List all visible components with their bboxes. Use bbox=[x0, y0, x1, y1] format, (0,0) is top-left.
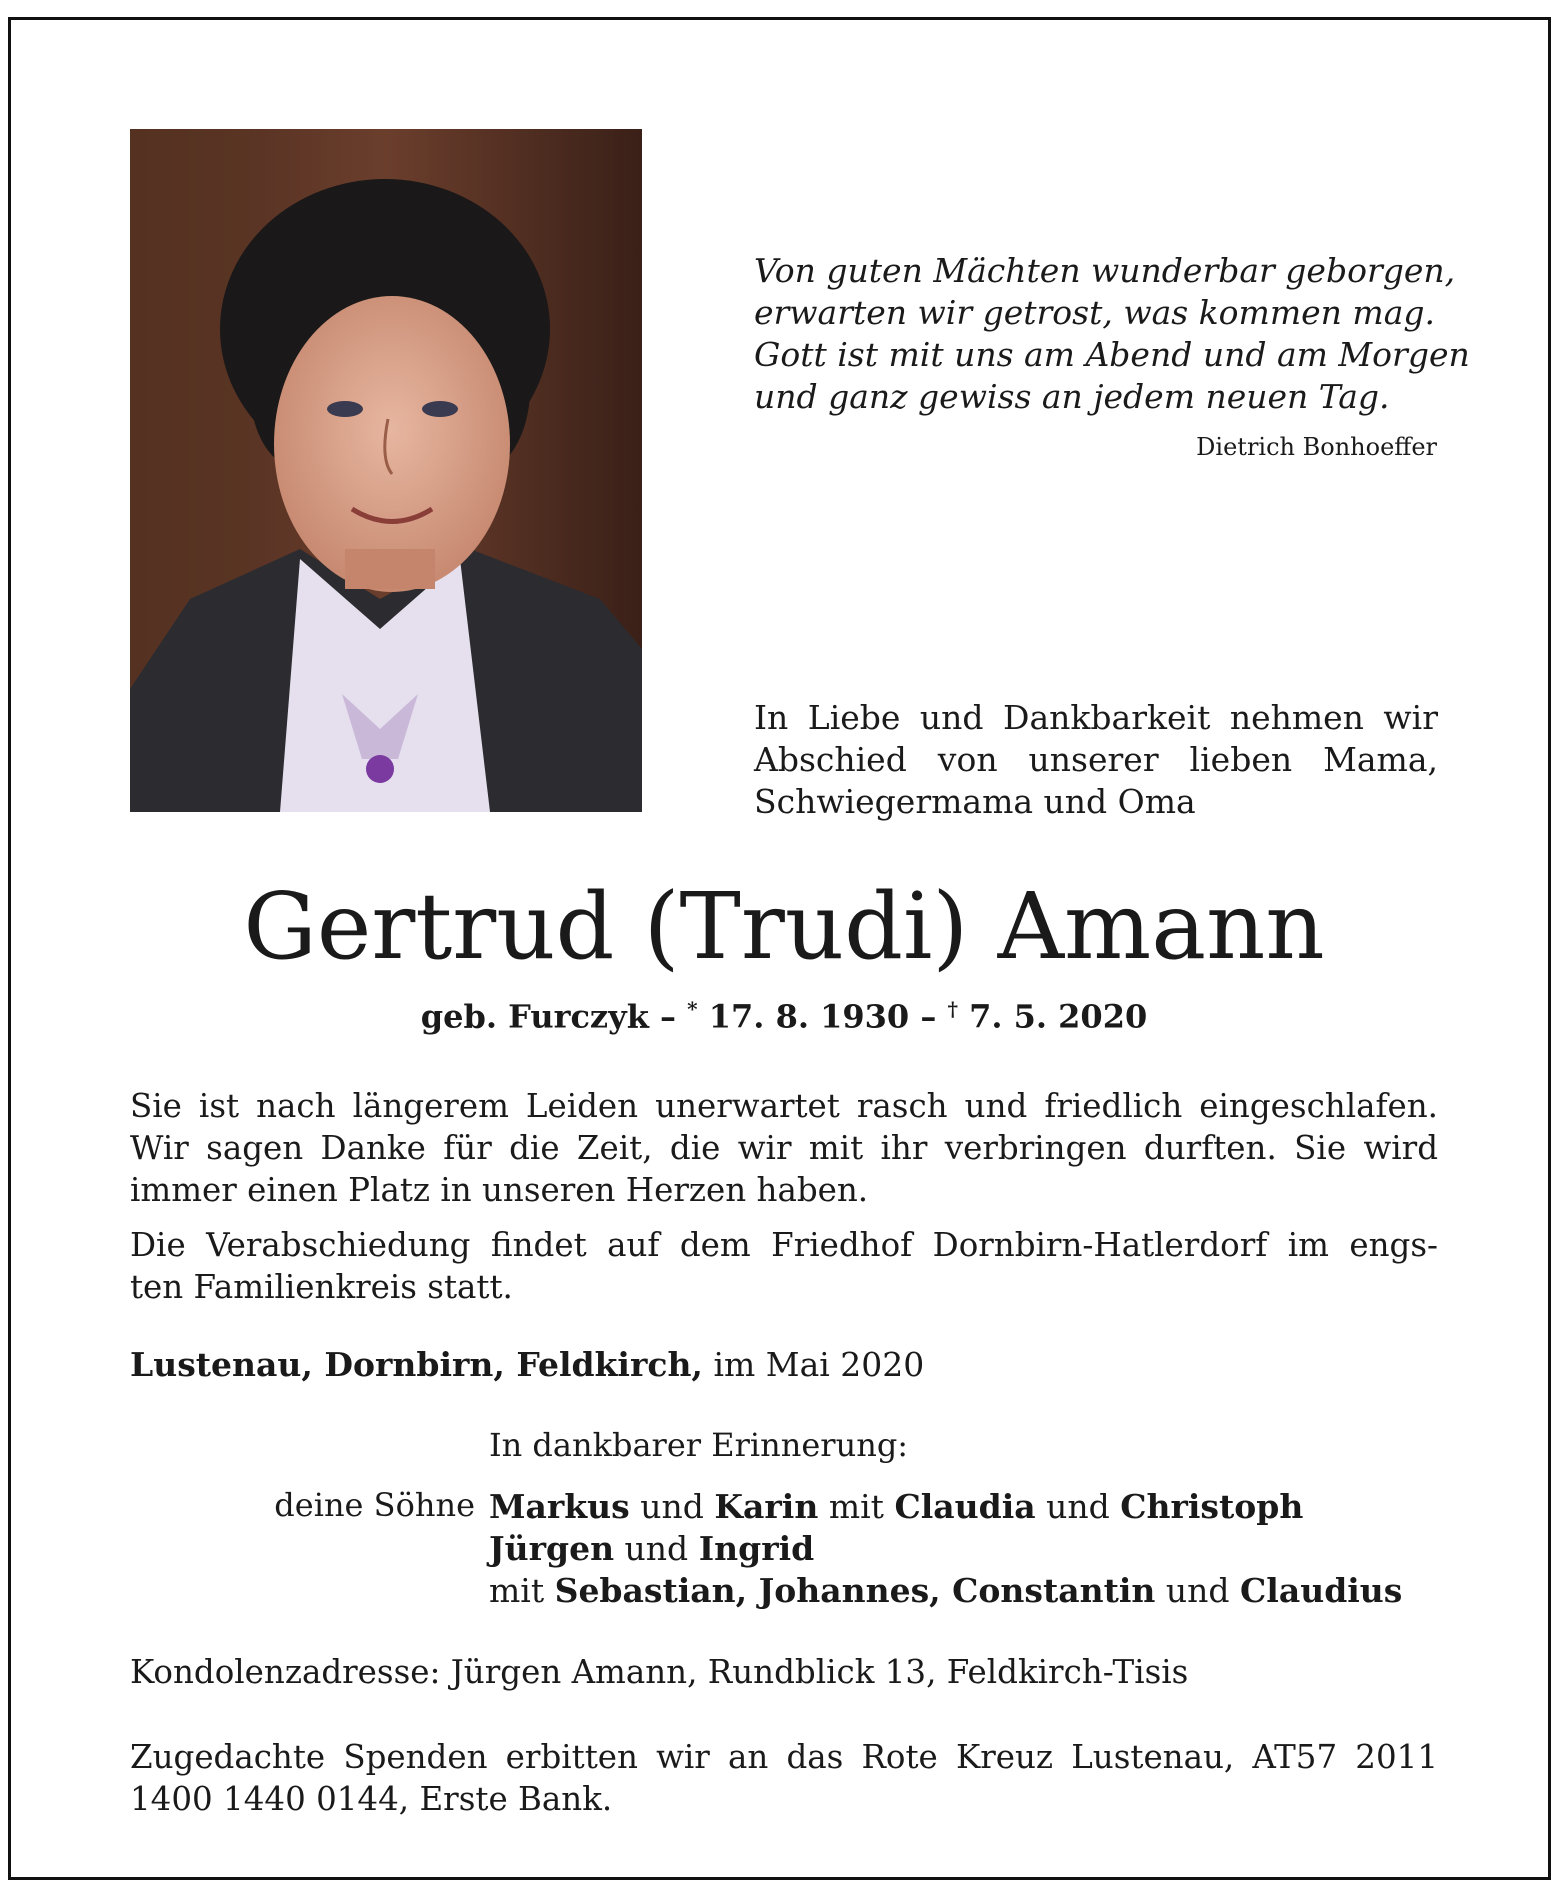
paragraph-line: ten Familienkreis statt. bbox=[130, 1268, 513, 1306]
place-towns: Lustenau, Dornbirn, Feldkirch, bbox=[130, 1345, 703, 1384]
birth-death-line bbox=[130, 997, 1438, 1036]
paragraph-ceremony bbox=[130, 1224, 1438, 1308]
paragraph-passing bbox=[130, 1085, 1438, 1211]
family-list bbox=[489, 1486, 1402, 1612]
paragraph-line: Sie ist nach längerem Leiden unerwartet rasch und friedlich eingeschlafen. bbox=[130, 1087, 1438, 1125]
quote-line: erwarten wir getrost, was kommen mag. bbox=[754, 293, 1435, 332]
family-connector: und bbox=[1155, 1571, 1241, 1610]
quote-line: und ganz gewiss an jedem neuen Tag. bbox=[754, 377, 1390, 416]
birth-symbol: * bbox=[687, 997, 698, 1021]
farewell-line: In Liebe und Dankbarkeit nehmen wir bbox=[754, 698, 1438, 737]
death-date: 7. 5. 2020 bbox=[969, 997, 1148, 1036]
family-member: Claudius bbox=[1240, 1571, 1403, 1610]
family-connector: und bbox=[1035, 1487, 1121, 1526]
farewell-line: Abschied von unserer lieben Mama, bbox=[754, 740, 1438, 779]
family-member: Markus bbox=[489, 1487, 630, 1526]
donation-info bbox=[130, 1736, 1438, 1820]
born-name: geb. Furczyk bbox=[420, 997, 649, 1036]
family-member: Karin bbox=[714, 1487, 819, 1526]
death-symbol: † bbox=[947, 997, 958, 1021]
family-connector: mit bbox=[489, 1571, 555, 1610]
family-label: deine Söhne bbox=[274, 1486, 475, 1524]
dash: – bbox=[660, 997, 676, 1036]
paragraph-line: immer einen Platz in unseren Herzen haben. bbox=[130, 1171, 869, 1209]
paragraph-line: Die Verabschiedung findet auf dem Friedhof Dornbirn-Hatlerdorf im engs- bbox=[130, 1226, 1438, 1264]
family-member: Christoph bbox=[1120, 1487, 1304, 1526]
condolence-address: Kondolenzadresse: Jürgen Amann, Rundblick 13, Feldkirch-Tisis bbox=[130, 1653, 1189, 1691]
family-member: Ingrid bbox=[698, 1529, 815, 1568]
portrait-photo bbox=[130, 129, 642, 812]
memory-intro: In dankbarer Erinnerung: bbox=[489, 1426, 909, 1464]
bonhoeffer-quote bbox=[754, 250, 1470, 418]
family-line bbox=[489, 1570, 1402, 1612]
donation-line: 1400 1440 0144, Erste Bank. bbox=[130, 1780, 613, 1818]
quote-author: Dietrich Bonhoeffer bbox=[1196, 433, 1437, 461]
family-connector: mit bbox=[818, 1487, 895, 1526]
deceased-name: Gertrud (Trudi) Amann bbox=[243, 873, 1325, 980]
birth-date: 17. 8. 1930 bbox=[708, 997, 910, 1036]
place-date-line bbox=[130, 1345, 924, 1384]
family-member: Jürgen bbox=[489, 1529, 615, 1568]
family-member: Sebastian, Johannes, Constantin bbox=[554, 1571, 1156, 1610]
donation-line: Zugedachte Spenden erbitten wir an das Rote Kreuz Lustenau, AT57 2011 bbox=[130, 1738, 1438, 1776]
place-date: im Mai 2020 bbox=[713, 1345, 925, 1384]
farewell-text bbox=[754, 697, 1438, 823]
farewell-line: Schwiegermama und Oma bbox=[754, 782, 1196, 821]
family-line bbox=[489, 1486, 1402, 1528]
family-connector: und bbox=[629, 1487, 715, 1526]
quote-line: Von guten Mächten wunderbar geborgen, bbox=[754, 251, 1456, 290]
quote-line: Gott ist mit uns am Abend und am Morgen bbox=[754, 335, 1470, 374]
family-line bbox=[489, 1528, 1402, 1570]
family-member: Claudia bbox=[894, 1487, 1036, 1526]
family-connector: und bbox=[614, 1529, 699, 1568]
paragraph-line: Wir sagen Danke für die Zeit, die wir mit ihr verbringen durften. Sie wird bbox=[130, 1129, 1438, 1167]
dash: – bbox=[920, 997, 937, 1036]
